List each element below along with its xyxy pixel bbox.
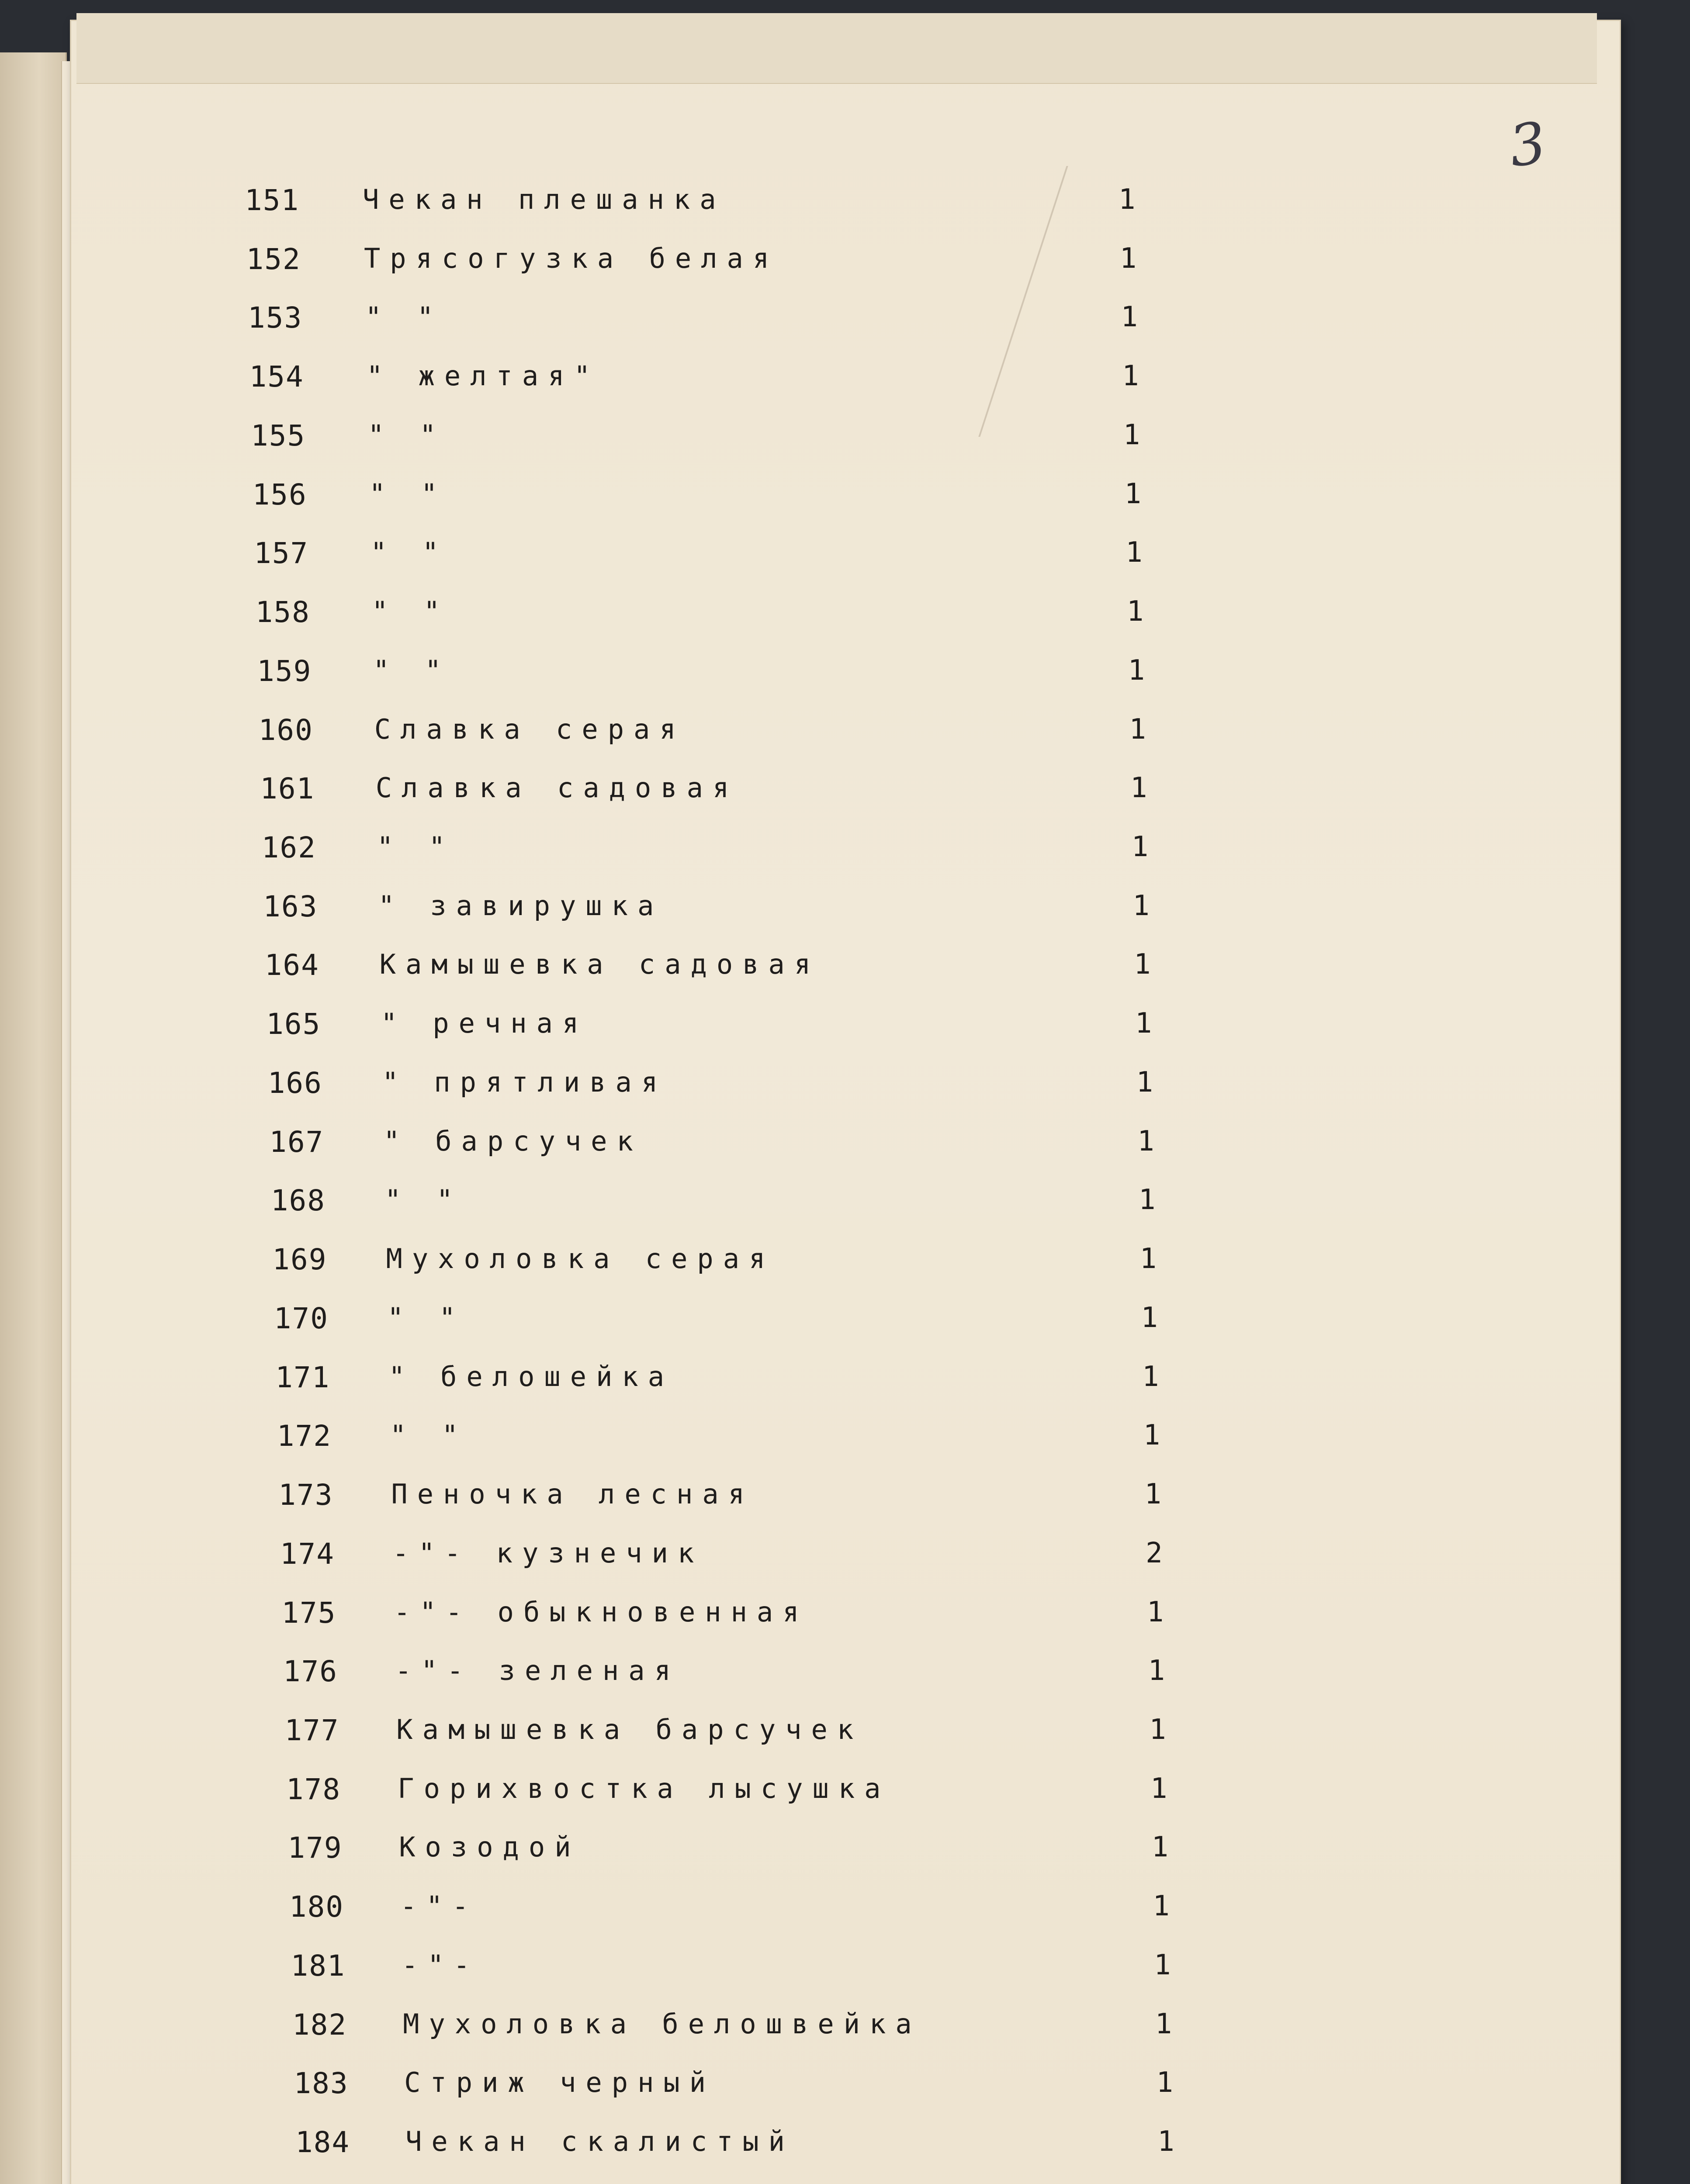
- specimen-count: 1: [1128, 654, 1145, 687]
- species-name: -"-: [402, 1949, 480, 1981]
- row-number: 152: [246, 242, 301, 276]
- table-row: [0, 831, 1690, 874]
- row-number: 151: [245, 183, 300, 217]
- specimen-count: 1: [1132, 889, 1150, 922]
- species-name: " прятливая: [382, 1066, 668, 1098]
- row-number: 176: [283, 1655, 338, 1689]
- table-row: [0, 1419, 1690, 1463]
- specimen-count: 1: [1143, 1419, 1160, 1452]
- table-row: [0, 1302, 1690, 1345]
- species-name: Славка серая: [374, 713, 686, 745]
- row-number: 163: [263, 889, 318, 923]
- table-row: [0, 654, 1690, 698]
- species-name: Козодой: [399, 1831, 581, 1863]
- row-number: 170: [274, 1301, 329, 1335]
- species-name: " ": [367, 418, 446, 451]
- row-number: 175: [281, 1596, 336, 1630]
- table-row: [0, 1361, 1690, 1404]
- table-row: [0, 360, 1690, 404]
- row-number: 173: [278, 1478, 333, 1512]
- species-name: Камышевка барсучек: [396, 1713, 863, 1745]
- table-row: [0, 242, 1690, 286]
- species-name: " ": [384, 1184, 463, 1216]
- row-number: 157: [254, 536, 309, 570]
- specimen-count: 1: [1153, 1890, 1170, 1923]
- row-number: 166: [267, 1066, 322, 1100]
- specimen-count: 1: [1157, 2125, 1174, 2158]
- table-row: [0, 536, 1690, 580]
- table-row: [0, 1596, 1690, 1640]
- specimen-count: 1: [1138, 1184, 1156, 1216]
- specimen-count: 1: [1148, 1655, 1165, 1687]
- specimen-count: 1: [1149, 1713, 1166, 1746]
- table-row: [0, 301, 1690, 345]
- specimen-count: 1: [1135, 1007, 1152, 1040]
- row-number: 161: [260, 772, 315, 806]
- species-name: Славка садовая: [375, 772, 739, 804]
- species-name: " ": [373, 654, 451, 686]
- species-name: -"-: [400, 1890, 478, 1922]
- species-name: Пеночка лесная: [391, 1478, 754, 1510]
- specimen-count: 1: [1154, 1949, 1171, 1981]
- table-row: [0, 1478, 1690, 1522]
- species-name: " ": [365, 301, 443, 333]
- specimen-count: 1: [1119, 242, 1137, 275]
- species-name: " желтая": [366, 360, 600, 392]
- species-name: Чекан плешанка: [363, 183, 726, 215]
- specimen-count: 1: [1155, 2008, 1172, 2040]
- row-number: 172: [277, 1419, 332, 1453]
- specimen-count: 1: [1124, 477, 1142, 510]
- table-row: [0, 2008, 1690, 2052]
- specimen-count: 2: [1146, 1537, 1163, 1569]
- table-row: [0, 595, 1690, 639]
- row-number: 178: [286, 1772, 341, 1806]
- specimen-count: 1: [1122, 360, 1139, 393]
- species-name: -"- зеленая: [395, 1655, 680, 1687]
- specimen-count: 1: [1146, 1596, 1164, 1628]
- specimen-count: 1: [1136, 1066, 1153, 1099]
- table-row: [0, 772, 1690, 816]
- table-row: [0, 1655, 1690, 1698]
- specimen-count: 1: [1126, 536, 1143, 569]
- species-name: " речная: [381, 1007, 589, 1040]
- species-name: " ": [370, 536, 448, 569]
- specimen-count: 1: [1150, 1772, 1167, 1805]
- table-row: [0, 948, 1690, 992]
- row-number: 183: [294, 2067, 349, 2101]
- row-number: 168: [270, 1184, 326, 1218]
- table-row: [0, 1890, 1690, 1934]
- species-name: Мухоловка белошвейка: [403, 2008, 921, 2040]
- row-number: 159: [257, 654, 312, 688]
- species-name: " ": [387, 1301, 465, 1334]
- species-name: Мухоловка серая: [386, 1243, 775, 1275]
- row-number: 158: [255, 595, 310, 629]
- row-number: 179: [287, 1831, 343, 1865]
- species-name: " завирушка: [378, 889, 664, 922]
- table-row: [0, 890, 1690, 933]
- row-number: 184: [295, 2125, 350, 2160]
- row-number: 165: [266, 1007, 321, 1041]
- row-number: 156: [252, 477, 307, 511]
- row-number: 155: [251, 418, 306, 453]
- table-row: [0, 2067, 1690, 2110]
- species-name: " ": [390, 1419, 468, 1451]
- row-number: 160: [258, 713, 313, 747]
- specimen-count: 1: [1126, 595, 1144, 628]
- species-name: " барсучек: [383, 1125, 643, 1157]
- species-name: " ": [371, 595, 450, 628]
- specimen-count: 1: [1123, 418, 1140, 451]
- table-row: [0, 1537, 1690, 1581]
- row-number: 154: [249, 360, 304, 394]
- species-name: Горихвостка лысушка: [398, 1772, 890, 1804]
- specimen-count: 1: [1134, 948, 1151, 981]
- species-name: " ": [369, 477, 447, 510]
- row-number: 169: [272, 1243, 327, 1277]
- row-number: 171: [275, 1360, 330, 1394]
- row-number: 167: [269, 1125, 324, 1159]
- specimen-count: 1: [1130, 772, 1147, 805]
- species-name: Трясогузка белая: [364, 242, 779, 274]
- table-row: [0, 1184, 1690, 1227]
- row-number: 180: [289, 1890, 344, 1924]
- page-number: 3: [1505, 109, 1550, 180]
- specimen-count: 1: [1151, 1831, 1169, 1864]
- species-name: Стриж черный: [404, 2067, 716, 2099]
- table-row: [0, 1125, 1690, 1169]
- specimen-count: 1: [1141, 1301, 1158, 1334]
- specimen-count: 1: [1139, 1243, 1157, 1275]
- table-row: [0, 1243, 1690, 1286]
- specimen-count: 1: [1131, 831, 1149, 864]
- table-row: [0, 183, 1690, 227]
- species-name: " ": [377, 831, 455, 863]
- specimen-count: 1: [1129, 713, 1146, 746]
- species-name: " белошейка: [388, 1360, 674, 1393]
- table-row: [0, 1949, 1690, 1993]
- species-name: -"- кузнечик: [392, 1537, 704, 1569]
- row-number: 153: [248, 301, 303, 335]
- specimen-count: 1: [1156, 2067, 1174, 2099]
- table-row: [0, 713, 1690, 757]
- table-row: [0, 1714, 1690, 1757]
- species-name: Чекан скалистый: [405, 2125, 795, 2158]
- specimen-count: 1: [1121, 301, 1138, 334]
- row-number: 177: [284, 1713, 339, 1747]
- specimen-count: 1: [1137, 1125, 1154, 1158]
- table-row: [0, 1066, 1690, 1110]
- row-number: 181: [291, 1949, 346, 1983]
- specimen-count: 1: [1144, 1478, 1161, 1511]
- row-number: 182: [292, 2008, 347, 2042]
- table-row: [0, 1007, 1690, 1051]
- specimen-count: 1: [1142, 1360, 1159, 1393]
- table-row: [0, 1773, 1690, 1816]
- table-row: [0, 478, 1690, 522]
- row-number: 174: [280, 1537, 335, 1571]
- row-number: 164: [264, 948, 319, 982]
- row-number: 162: [261, 831, 316, 865]
- specimen-count: 1: [1119, 183, 1136, 216]
- table-row: [0, 419, 1690, 463]
- species-name: -"- обыкновенная: [394, 1596, 809, 1628]
- species-name: Камышевка садовая: [379, 948, 821, 981]
- table-row: [0, 1831, 1690, 1875]
- table-row: [0, 2125, 1690, 2169]
